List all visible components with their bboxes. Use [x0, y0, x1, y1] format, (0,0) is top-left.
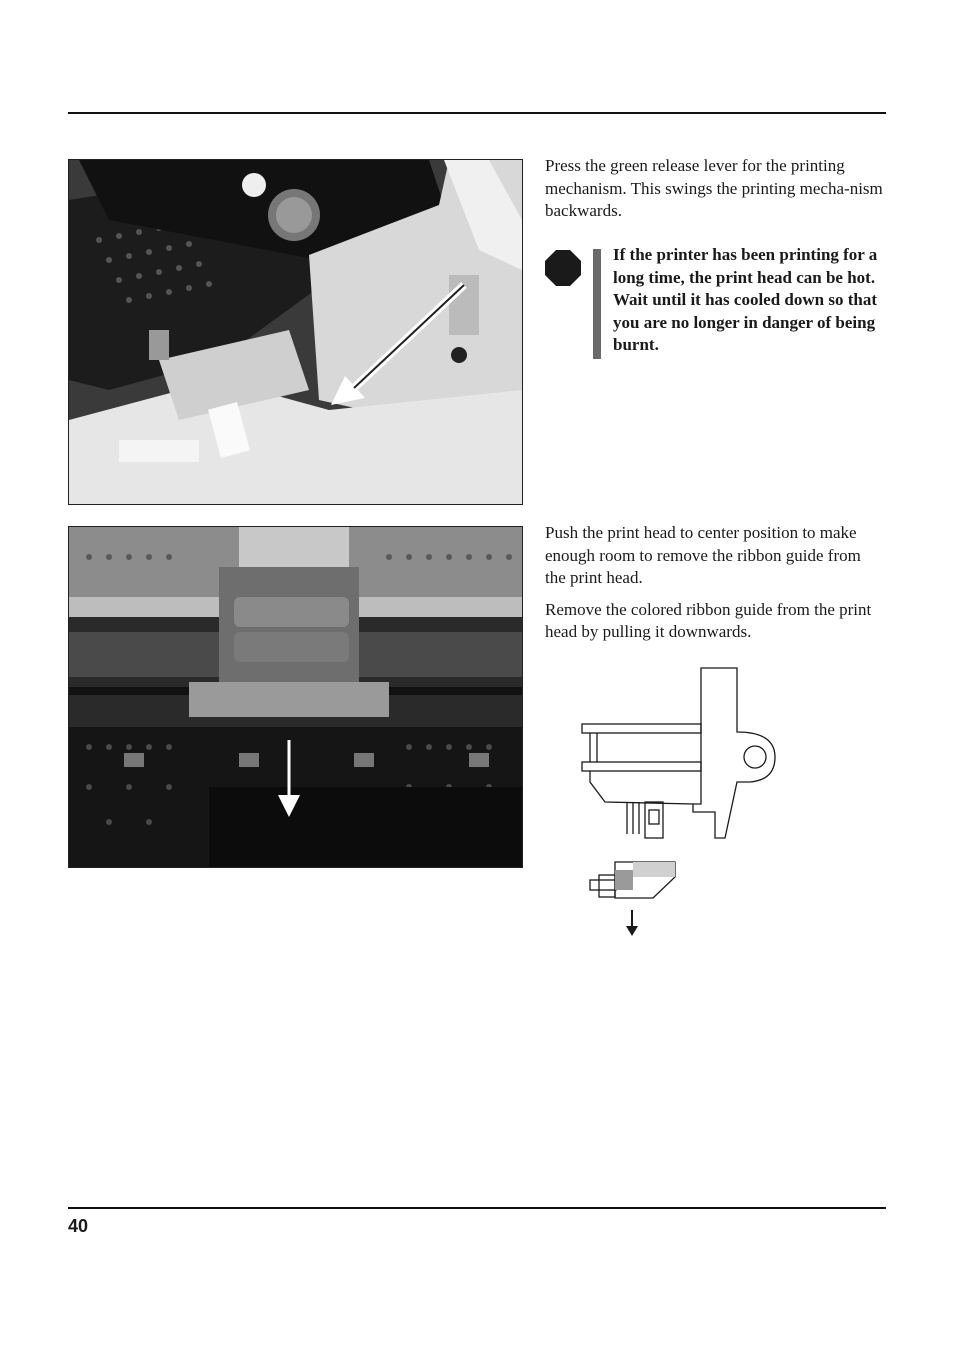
- warning-bar: [593, 249, 601, 359]
- printer-release-lever-photo: [68, 159, 523, 505]
- stop-octagon-icon: [545, 250, 581, 286]
- page-number: 40: [68, 1216, 89, 1236]
- footer-rule: [68, 1207, 886, 1209]
- release-lever-instruction: [545, 155, 885, 232]
- header-rule: [68, 112, 886, 114]
- ribbon-guide-instructions: [545, 522, 885, 653]
- release-lever-paragraph: Press the green release lever for the printing mechanism. This swings the printing mecha-nism backwards.: [545, 156, 883, 221]
- print-head-photo: [68, 526, 523, 868]
- center-head-paragraph: Push the print head to center position to make enough room to remove the ribbon guide from the print head.: [545, 523, 861, 588]
- ribbon-guide-diagram: [575, 662, 785, 942]
- hot-print-head-warning: If the printer has been printing for a long time, the print head can be hot. Wait until it has cooled down so that you are no longer in danger of being burnt.: [613, 245, 878, 355]
- remove-guide-paragraph: Remove the colored ribbon guide from the print head by pulling it downwards.: [545, 599, 872, 642]
